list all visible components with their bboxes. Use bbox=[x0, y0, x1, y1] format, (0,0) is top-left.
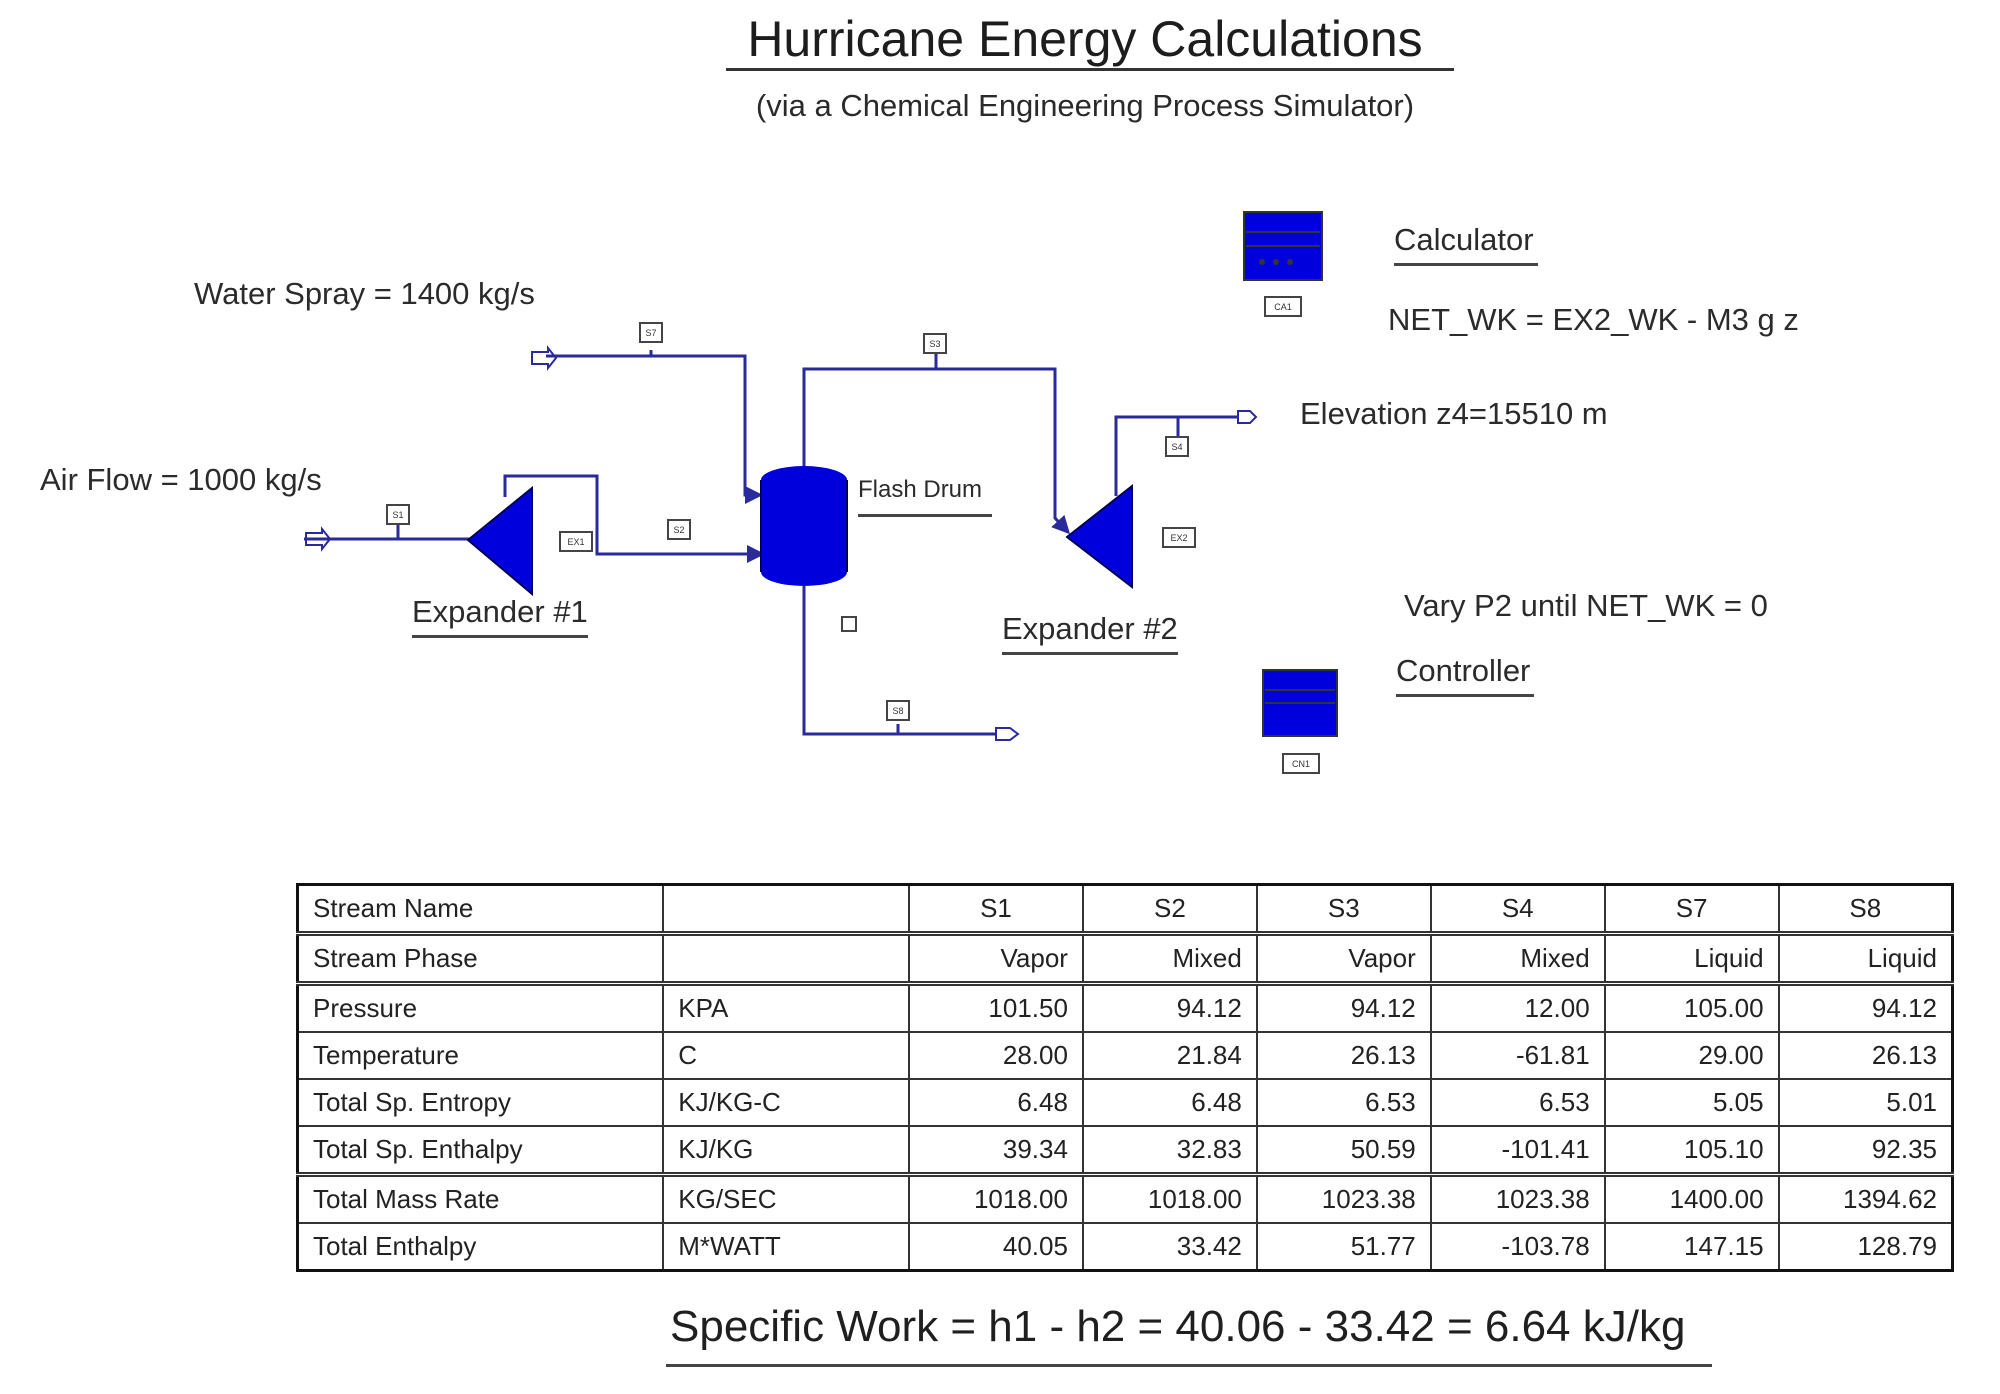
expander-2-icon bbox=[1067, 486, 1132, 587]
tag-cn1-text: CN1 bbox=[1291, 759, 1311, 769]
table-cell: 147.15 bbox=[1605, 1223, 1779, 1271]
calculator-label: Calculator bbox=[1394, 222, 1538, 266]
table-cell: 5.01 bbox=[1779, 1079, 1953, 1126]
table-row bbox=[298, 984, 1953, 1033]
table-cell: 29.00 bbox=[1605, 1032, 1779, 1079]
tag-s2-text: S2 bbox=[673, 525, 685, 535]
table-cell: 28.00 bbox=[909, 1032, 1083, 1079]
table-cell: 1023.38 bbox=[1257, 1175, 1431, 1224]
table-cell: 1400.00 bbox=[1605, 1175, 1779, 1224]
table-cell: 40.05 bbox=[909, 1223, 1083, 1271]
table-cell: 6.53 bbox=[1431, 1079, 1605, 1126]
table-cell: KG/SEC bbox=[663, 1175, 909, 1224]
tag-s8-text: S8 bbox=[892, 706, 904, 716]
net-wk-equation: NET_WK = EX2_WK - M3 g z bbox=[1388, 302, 1799, 337]
specific-work-equation: Specific Work = h1 - h2 = 40.06 - 33.42 = 6.64 kJ/kg bbox=[670, 1302, 1686, 1351]
table-cell: Mixed bbox=[1431, 934, 1605, 984]
table-cell: Liquid bbox=[1605, 934, 1779, 984]
table-cell: -101.41 bbox=[1431, 1126, 1605, 1175]
table-cell: 105.00 bbox=[1605, 984, 1779, 1033]
table-row bbox=[298, 1032, 1953, 1079]
table-cell: 5.05 bbox=[1605, 1079, 1779, 1126]
table-cell: Mixed bbox=[1083, 934, 1257, 984]
stream-results-table bbox=[296, 883, 1954, 1272]
table-cell: 1018.00 bbox=[1083, 1175, 1257, 1224]
air-flow-label: Air Flow = 1000 kg/s bbox=[40, 462, 322, 497]
table-cell: -103.78 bbox=[1431, 1223, 1605, 1271]
table-cell: 26.13 bbox=[1779, 1032, 1953, 1079]
table-header-cell: S8 bbox=[1779, 885, 1953, 934]
table-cell: 12.00 bbox=[1431, 984, 1605, 1033]
expander-1-label: Expander #1 bbox=[412, 594, 588, 638]
table-cell: 6.48 bbox=[1083, 1079, 1257, 1126]
table-row bbox=[298, 934, 1953, 984]
vary-p2-label: Vary P2 until NET_WK = 0 bbox=[1404, 588, 1768, 623]
table-cell: 1394.62 bbox=[1779, 1175, 1953, 1224]
tag-s4-text: S4 bbox=[1171, 442, 1183, 452]
flash-drum-icon bbox=[761, 466, 847, 586]
table-cell: KPA bbox=[663, 984, 909, 1033]
table-row bbox=[298, 1126, 1953, 1175]
controller-icon bbox=[1263, 670, 1337, 736]
tag-s3-text: S3 bbox=[929, 339, 941, 349]
table-cell: 1023.38 bbox=[1431, 1175, 1605, 1224]
table-row bbox=[298, 1175, 1953, 1224]
table-cell: Liquid bbox=[1779, 934, 1953, 984]
tag-s1-text: S1 bbox=[392, 510, 404, 520]
tag-small bbox=[842, 617, 856, 631]
table-header-cell: S1 bbox=[909, 885, 1083, 934]
tag-ex2-text: EX2 bbox=[1170, 533, 1188, 543]
table-cell: 50.59 bbox=[1257, 1126, 1431, 1175]
tag-s7-text: S7 bbox=[645, 328, 657, 338]
table-cell: Total Enthalpy bbox=[298, 1223, 664, 1271]
table-cell: 21.84 bbox=[1083, 1032, 1257, 1079]
table-cell: 6.53 bbox=[1257, 1079, 1431, 1126]
table-cell: M*WATT bbox=[663, 1223, 909, 1271]
specific-work-underline bbox=[666, 1364, 1712, 1367]
table-cell: Temperature bbox=[298, 1032, 664, 1079]
elevation-label: Elevation z4=15510 m bbox=[1300, 396, 1608, 431]
table-cell bbox=[663, 934, 909, 984]
table-cell: 39.34 bbox=[909, 1126, 1083, 1175]
table-header-cell bbox=[663, 885, 909, 934]
table-cell: 94.12 bbox=[1779, 984, 1953, 1033]
water-spray-label: Water Spray = 1400 kg/s bbox=[194, 276, 535, 311]
tag-ca1-text: CA1 bbox=[1274, 302, 1292, 312]
table-cell: 94.12 bbox=[1083, 984, 1257, 1033]
table-cell: 26.13 bbox=[1257, 1032, 1431, 1079]
stream-s2 bbox=[505, 476, 762, 554]
table-cell: C bbox=[663, 1032, 909, 1079]
table-cell: 6.48 bbox=[909, 1079, 1083, 1126]
table-cell: Vapor bbox=[909, 934, 1083, 984]
table-cell: Total Mass Rate bbox=[298, 1175, 664, 1224]
table-cell: Stream Phase bbox=[298, 934, 664, 984]
table-cell: Total Sp. Enthalpy bbox=[298, 1126, 664, 1175]
table-cell: Total Sp. Entropy bbox=[298, 1079, 664, 1126]
calculator-icon bbox=[1244, 212, 1322, 280]
feed-arrow-water bbox=[532, 348, 556, 368]
table-cell: 92.35 bbox=[1779, 1126, 1953, 1175]
expander-2-label: Expander #2 bbox=[1002, 611, 1178, 655]
page-subtitle: (via a Chemical Engineering Process Simulator) bbox=[755, 88, 1415, 123]
table-row bbox=[298, 1079, 1953, 1126]
table-header-cell: S4 bbox=[1431, 885, 1605, 934]
table-header-cell: S3 bbox=[1257, 885, 1431, 934]
table-cell: Pressure bbox=[298, 984, 664, 1033]
table-cell: 128.79 bbox=[1779, 1223, 1953, 1271]
table-cell: 33.42 bbox=[1083, 1223, 1257, 1271]
table-cell: 51.77 bbox=[1257, 1223, 1431, 1271]
table-cell: -61.81 bbox=[1431, 1032, 1605, 1079]
tag-ex1-text: EX1 bbox=[567, 537, 585, 547]
table-cell: 32.83 bbox=[1083, 1126, 1257, 1175]
table-cell: 1018.00 bbox=[909, 1175, 1083, 1224]
expander-1-icon bbox=[468, 488, 532, 594]
table-cell: KJ/KG-C bbox=[663, 1079, 909, 1126]
table-cell: 105.10 bbox=[1605, 1126, 1779, 1175]
stream-s7 bbox=[546, 356, 760, 495]
table-row bbox=[298, 1223, 1953, 1271]
table-header-cell: Stream Name bbox=[298, 885, 664, 934]
controller-label: Controller bbox=[1396, 653, 1534, 697]
table-header-row bbox=[298, 885, 1953, 934]
product-arrow-s8 bbox=[996, 728, 1018, 740]
product-arrow-s4 bbox=[1238, 411, 1256, 423]
table-header-cell: S7 bbox=[1605, 885, 1779, 934]
table-cell: KJ/KG bbox=[663, 1126, 909, 1175]
table-cell: 94.12 bbox=[1257, 984, 1431, 1033]
table-cell: Vapor bbox=[1257, 934, 1431, 984]
page-title: Hurricane Energy Calculations bbox=[747, 11, 1423, 67]
flash-drum-label: Flash Drum bbox=[858, 476, 992, 517]
table-header-cell: S2 bbox=[1083, 885, 1257, 934]
table-cell: 101.50 bbox=[909, 984, 1083, 1033]
